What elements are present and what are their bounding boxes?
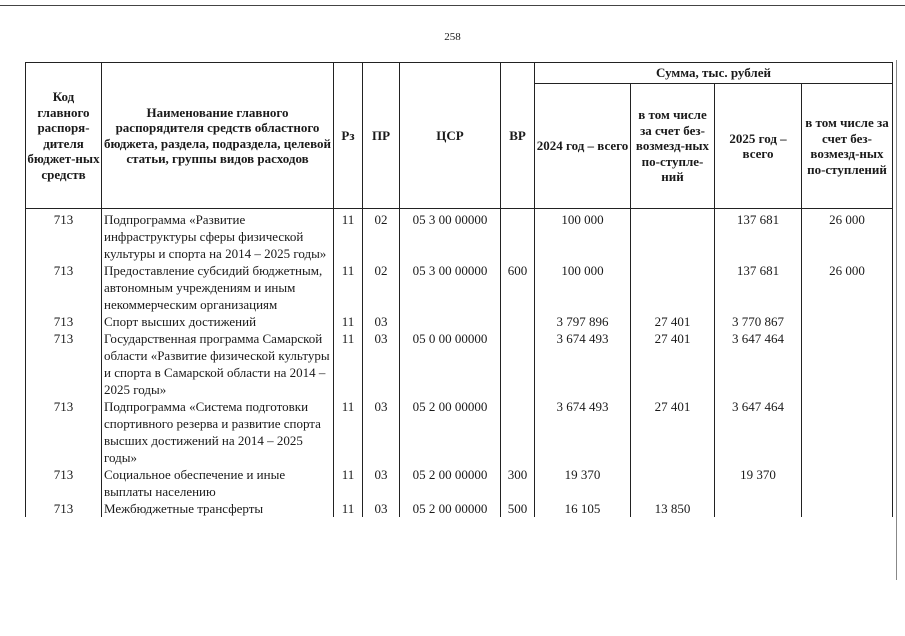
cell-vr: 600 [501, 262, 535, 313]
cell-rz: 11 [334, 398, 363, 466]
header-code: Код главного распоря-дителя бюджет-ных средств [26, 63, 102, 209]
cell-csr: 05 2 00 00000 [400, 466, 501, 500]
header-rz: Рз [334, 63, 363, 209]
cell-pr: 03 [363, 466, 400, 500]
cell-2025-gratuitous [802, 466, 893, 500]
cell-vr: 500 [501, 500, 535, 517]
cell-rz: 11 [334, 330, 363, 398]
cell-2025-total: 3 647 464 [715, 330, 802, 398]
cell-2025-gratuitous [802, 330, 893, 398]
cell-2024-total: 100 000 [535, 262, 631, 313]
header-2025-total: 2025 год – всего [715, 84, 802, 209]
cell-vr [501, 330, 535, 398]
cell-2025-gratuitous [802, 500, 893, 517]
cell-code: 713 [26, 466, 102, 500]
cell-code: 713 [26, 398, 102, 466]
cell-name: Подпрограмма «Развитие инфраструктуры сферы физической культуры и спорта на 2014 – 2025 годы» [102, 209, 334, 263]
scan-edge-right [896, 60, 897, 580]
cell-vr [501, 209, 535, 263]
table-row [26, 313, 893, 330]
cell-rz: 11 [334, 313, 363, 330]
table-body [26, 209, 893, 518]
header-2025-gratuitous: в том числе за счет без-возмезд-ных по-ступлений [802, 84, 893, 209]
cell-rz: 11 [334, 500, 363, 517]
cell-2025-gratuitous: 26 000 [802, 262, 893, 313]
table-row [26, 466, 893, 500]
cell-rz: 11 [334, 209, 363, 263]
cell-code: 713 [26, 262, 102, 313]
cell-name: Государственная программа Самарской области «Развитие физической культуры и спорта в Самарской области на 2014 – 2025 годы» [102, 330, 334, 398]
cell-csr: 05 2 00 00000 [400, 500, 501, 517]
cell-csr: 05 3 00 00000 [400, 209, 501, 263]
cell-2024-gratuitous: 13 850 [631, 500, 715, 517]
cell-name: Подпрограмма «Система подготовки спортивного резерва и развитие спорта высших достижений на 2014 – 2025 годы» [102, 398, 334, 466]
cell-code: 713 [26, 330, 102, 398]
cell-code: 713 [26, 313, 102, 330]
cell-rz: 11 [334, 466, 363, 500]
cell-2025-gratuitous [802, 398, 893, 466]
table-header [26, 63, 893, 209]
table-row [26, 262, 893, 313]
header-2024-total: 2024 год – всего [535, 84, 631, 209]
cell-name: Социальное обеспечение и иные выплаты населению [102, 466, 334, 500]
budget-table [25, 62, 893, 517]
cell-pr: 02 [363, 262, 400, 313]
header-2024-gratuitous: в том числе за счет без-возмезд-ных по-ступле-ний [631, 84, 715, 209]
header-csr: ЦСР [400, 63, 501, 209]
cell-2024-gratuitous: 27 401 [631, 330, 715, 398]
table-row [26, 398, 893, 466]
header-pr: ПР [363, 63, 400, 209]
cell-2025-total: 137 681 [715, 262, 802, 313]
cell-2024-gratuitous [631, 262, 715, 313]
cell-csr: 05 2 00 00000 [400, 398, 501, 466]
cell-vr: 300 [501, 466, 535, 500]
table-row [26, 500, 893, 517]
cell-2024-gratuitous [631, 209, 715, 263]
header-vr: ВР [501, 63, 535, 209]
cell-2025-total: 3 647 464 [715, 398, 802, 466]
cell-name: Спорт высших достижений [102, 313, 334, 330]
cell-2024-total: 16 105 [535, 500, 631, 517]
header-sum-group: Сумма, тыс. рублей [535, 63, 893, 84]
cell-2024-total: 3 797 896 [535, 313, 631, 330]
cell-name: Предоставление субсидий бюджетным, автономным учреждениям и иным некоммерческим организациям [102, 262, 334, 313]
header-name: Наименование главного распорядителя средств областного бюджета, раздела, подраздела, целевой статьи, группы видов расходов [102, 63, 334, 209]
cell-code: 713 [26, 500, 102, 517]
cell-pr: 03 [363, 330, 400, 398]
cell-csr: 05 0 00 00000 [400, 330, 501, 398]
page-number: 258 [444, 31, 461, 43]
cell-pr: 03 [363, 398, 400, 466]
cell-code: 713 [26, 209, 102, 263]
cell-vr [501, 398, 535, 466]
cell-name: Межбюджетные трансферты [102, 500, 334, 517]
cell-pr: 03 [363, 313, 400, 330]
cell-2025-gratuitous: 26 000 [802, 209, 893, 263]
cell-2024-gratuitous: 27 401 [631, 398, 715, 466]
cell-csr: 05 3 00 00000 [400, 262, 501, 313]
cell-2025-total: 3 770 867 [715, 313, 802, 330]
cell-vr [501, 313, 535, 330]
cell-2024-total: 19 370 [535, 466, 631, 500]
cell-rz: 11 [334, 262, 363, 313]
cell-2025-gratuitous [802, 313, 893, 330]
table-row [26, 330, 893, 398]
cell-2024-gratuitous [631, 466, 715, 500]
cell-2025-total [715, 500, 802, 517]
cell-pr: 02 [363, 209, 400, 263]
cell-2024-total: 3 674 493 [535, 330, 631, 398]
scan-edge-top [0, 5, 905, 6]
cell-2024-total: 3 674 493 [535, 398, 631, 466]
cell-2025-total: 137 681 [715, 209, 802, 263]
cell-csr [400, 313, 501, 330]
cell-2024-total: 100 000 [535, 209, 631, 263]
cell-2025-total: 19 370 [715, 466, 802, 500]
cell-pr: 03 [363, 500, 400, 517]
cell-2024-gratuitous: 27 401 [631, 313, 715, 330]
table-row [26, 209, 893, 263]
